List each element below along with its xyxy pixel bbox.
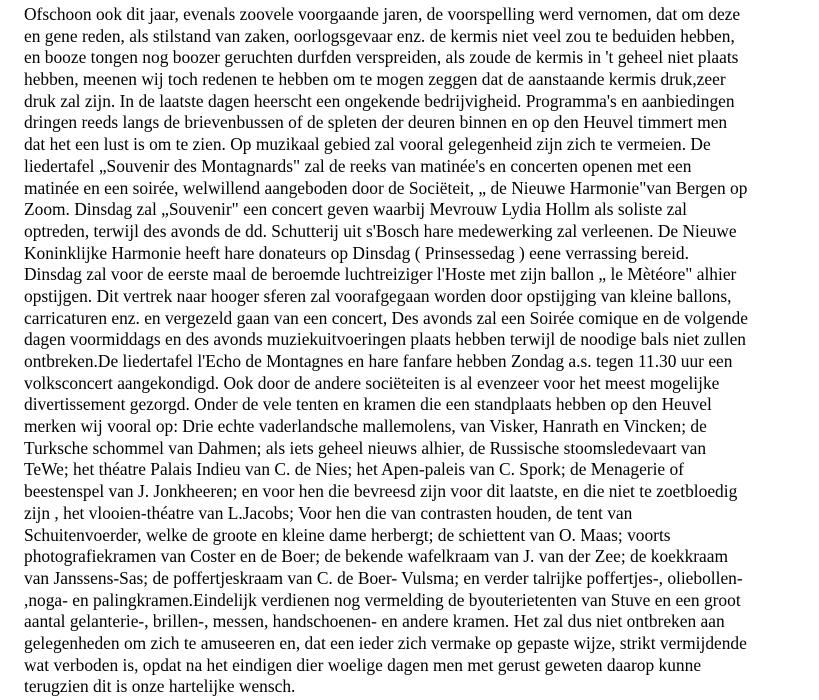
text-line: optreden, terwijl des avonds de dd. Schutterij uit s'Bosch hare medewerking zal verleenen. De Nieuwe xyxy=(24,220,737,241)
text-line: beestenspel van J. Jonkheeren; en voor hen die bevreesd zijn voor dit laatste, en die niet te zoetbloedig xyxy=(24,481,738,502)
text-line: aantal gelanterie-, brillen-, messen, handschoenen- en andere kramen. Het zal dus niet ontbreken aan xyxy=(24,611,725,632)
text-line: volksconcert aangekondigd. Ook door de andere sociëteiten is al evenzeer voor het meest mogelijke xyxy=(24,372,720,393)
text-line: wat verboden is, opdat na het eindigen dier woelige dagen men met gerust geweten daarop kunne xyxy=(24,654,702,675)
text-line: Turksche schommel van Dahmen; als iets geheel nieuws alhier, de Russische stoomsledevaart van xyxy=(24,437,707,458)
text-line: carricaturen enz. en vergezeld gaan van een concert, Des avonds zal een Soirée comique en de volgende xyxy=(24,307,748,328)
article-text xyxy=(24,4,819,698)
text-line: TeWe; het théatre Palais Indieu van C. de Nies; het Apen-paleis van C. Spork; de Menagerie of xyxy=(24,459,684,480)
text-line: liedertafel „Souvenir des Montagnards" zal de reeks van matinée's en concerten openen met een xyxy=(24,155,692,176)
text-line: hebben, meenen wij toch redenen te hebben om te mogen zeggen dat de aanstaande kermis druk,zeer xyxy=(24,69,726,90)
text-line: Dinsdag zal voor de eerste maal de beroemde luchtreiziger l'Hoste met zijn ballon „ le Mètéore" alhier xyxy=(24,264,737,285)
text-line: Koninklijke Harmonie heeft hare donateurs op Dinsdag ( Prinsessedag ) eene verrassing bereid. xyxy=(24,242,689,263)
text-line: zijn , het vlooien-théatre van L.Jacobs; Voor hen die van contrasten houden, de tent van xyxy=(24,502,633,523)
text-line: dringen reeds langs de brievenbussen of de spleten der deuren binnen en op den Heuvel timmert men xyxy=(24,112,728,133)
text-line: dat het een lust is om te zien. Op muzikaal gebied zal vooral gelegenheid zijn zich te vermeien. De xyxy=(24,134,711,155)
text-line: photografiekramen van Coster en de Boer; de bekende wafelkraam van J. van der Zee; de koekkraam xyxy=(24,546,729,567)
text-line: en booze tongen nog boozer geruchten durfden verspreiden, als zoude de kermis in 't geheel niet plaats xyxy=(24,47,739,68)
text-line: van Janssens-Sas; de poffertjeskraam van C. de Boer- Vulsma; en verder talrijke poffertjes-, oliebollen- xyxy=(24,567,743,588)
text-line: dagen voormiddags en des avonds muziekuitvoeringen plaats hebben terwijl de noodige bals niet zullen xyxy=(24,329,746,350)
text-line: druk zal zijn. In de laatste dagen heerscht een ongekende bedrijvigheid. Programma's en aanbiedingen xyxy=(24,90,735,111)
text-line: terugzien dit is onze hartelijke wensch. xyxy=(24,676,296,697)
text-line: merken wij vooral op: Drie echte vaderlandsche mallemolens, van Visker, Hanrath en Vincken; de xyxy=(24,416,707,437)
text-line: en gene reden, als stilstand van zaken, oorlogsgevaar enz. de kermis niet veel zou te beduiden hebben, xyxy=(24,25,735,46)
text-line: Ofschoon ook dit jaar, evenals zoovele voorgaande jaren, de voorspelling werd vernomen, dat om deze xyxy=(24,4,741,24)
text-line: opstijgen. Dit vertrek naar hooger sferen zal voorafgegaan worden door opstijging van kleine ballons, xyxy=(24,285,732,306)
text-line: Zoom. Dinsdag zal „Souvenir" een concert geven waarbij Mevrouw Lydia Hollm als soliste zal xyxy=(24,199,687,220)
text-line: Schuitenvoerder, welke de groote en kleine dame herbergt; de schiettent van O. Maas; voorts xyxy=(24,524,671,545)
text-line: gelegenheden om zich te amuseeren en, dat een ieder zich vermake op gepaste wijze, strikt vermijdende xyxy=(24,632,747,653)
text-line: ,noga- en palingkramen.Eindelijk verdienen nog vermelding de byouterietenten van Stuve en een groot xyxy=(24,589,741,610)
text-line: ontbreken.De liedertafel l'Echo de Montagnes en hare fanfare hebben Zondag a.s. tegen 11.30 uur een xyxy=(24,351,733,371)
text-line: divertissement gezorgd. Onder de vele tenten en kramen die een standplaats hebben op den Heuvel xyxy=(24,394,712,415)
text-line: matinée en een soirée, welwillend aangeboden door de Sociëteit, „ de Nieuwe Harmonie"van Bergen op xyxy=(24,177,748,198)
